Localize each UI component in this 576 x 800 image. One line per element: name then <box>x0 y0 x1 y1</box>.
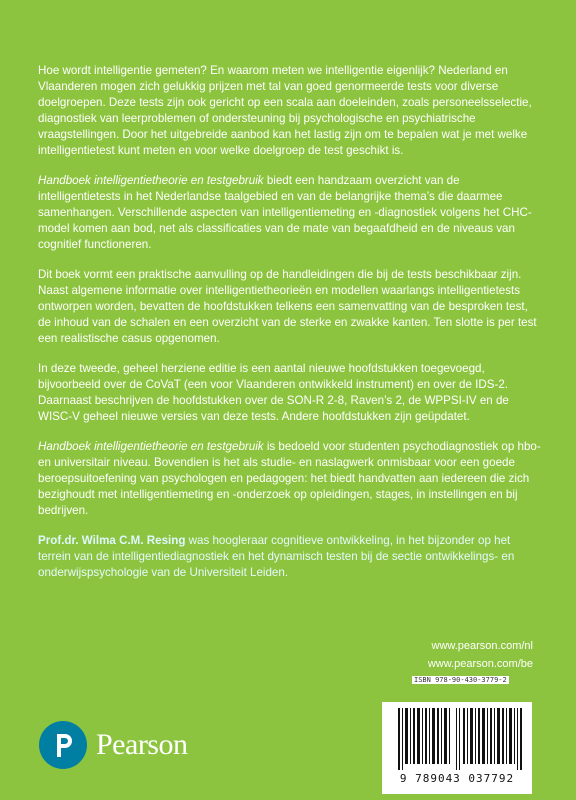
author-name: Prof.dr. Wilma C.M. Resing <box>38 534 186 547</box>
publisher-urls <box>428 637 533 673</box>
author-bio: Prof.dr. Wilma C.M. Resing was hoogleraar cognitieve ontwikkeling, in het bijzonder op het terrein van de intelligentiediagnostiek en het dynamisch testen bij de sectie ontwikkelings- en onderwijspsychologie van de Universiteit Leiden. <box>38 534 515 579</box>
url-nl[interactable]: www.pearson.com/nl <box>431 640 533 652</box>
paragraph-2: Handboek intelligentietheorie en testgebruik biedt een handzaam overzicht van de intelligentietests in het Nederlandse taalgebied en van de belangrijke thema’s die daarmee samenhangen. Verschillende aspecten van intelligentiemeting en -diagnostiek volgens het CHC-model komen aan bod, net als classificaties van de mate van begaafdheid en de niveaus van cognitief functioneren. <box>38 174 532 251</box>
pearson-p-icon <box>38 720 88 770</box>
book-title: Handboek intelligentietheorie en testgebruik <box>38 440 264 453</box>
paragraph-1: Hoe wordt intelligentie gemeten? En waarom meten we intelligentie eigenlijk? Nederland en Vlaanderen mogen zich gelukkig prijzen met tal van goed genormeerde tests voor diverse doelgroepen. Deze tests zijn ook gericht op een scala aan doeleinden, zoals personeelsselectie, diagnostiek van leerproblemen of ondersteuning bij psychologische en psychiatrische vraagstellingen. Door het uitgebreide aanbod kan het lastig zijn om te bepalen wat je met welke intelligentietest kunt meten en voor welke doelgroep de test geschikt is. <box>38 64 532 157</box>
book-title: Handboek intelligentietheorie en testgebruik <box>38 174 264 187</box>
isbn-label: ISBN 978-90-430-3779-2 <box>414 676 507 684</box>
paragraph-4: In deze tweede, geheel herziene editie is een aantal nieuwe hoofdstukken toegevoegd, bijvoorbeeld over de CoVaT (een voor Vlaanderen ontwikkeld instrument) en over de IDS-2. Daarnaast beschrijven de hoofdstukken over de SON-R 2-8, Raven’s 2, de WPPSI-IV en de WISC-V geheel nieuwe versies van deze tests. Andere hoofdstukken zijn geüpdatet. <box>38 362 509 423</box>
barcode-bars <box>398 708 522 770</box>
url-be[interactable]: www.pearson.com/be <box>427 658 533 670</box>
paragraph-3: Dit boek vormt een praktische aanvulling op de handleidingen die bij de tests beschikbaar zijn. Naast algemene informatie over intelligentietheorieën en modellen waarlangs intelligentietests ontworpen worden, bevatten de hoofdstukken telkens een samenvatting van de besproken test, de inhoud van de schalen en een overzicht van de sterke en zwakke kanten. Ten slotte is per test een realistische casus opgenomen. <box>38 268 537 345</box>
pearson-logo <box>38 717 187 773</box>
paragraph-5: Handboek intelligentietheorie en testgebruik is bedoeld voor studenten psychodiagnostiek op hbo- en universitair niveau. Bovendien is het als studie- en naslagwerk onmisbaar voor een goede beroepsuitoefening van psychologen en pedagogen: het biedt handvatten aan iedereen die zich bezighoudt met intelligentiemeting en -onderzoek op opleidingen, stages, in instellingen en bij bedrijven. <box>38 440 541 517</box>
barcode-number: 9 789043 037792 <box>399 772 515 785</box>
blurb <box>38 63 543 595</box>
publisher-name: Pearson <box>96 728 188 761</box>
barcode <box>382 702 532 794</box>
